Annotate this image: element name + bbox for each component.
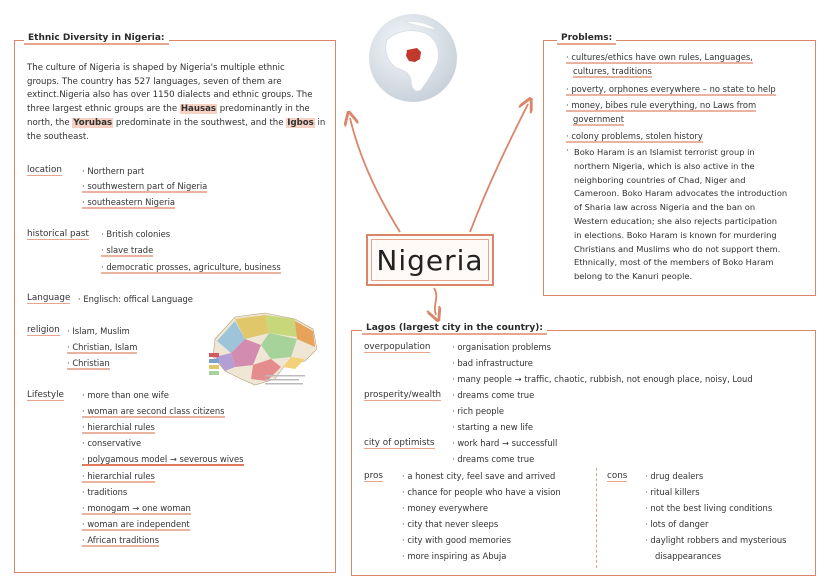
- lifestyle-item: · African traditions: [82, 535, 160, 545]
- pros-label: pros: [364, 471, 383, 481]
- problem-item-cont: government: [573, 114, 625, 124]
- optimists-label: city of optimists: [364, 438, 435, 448]
- overpop-item: · bad infrastructure: [452, 358, 533, 368]
- religion-item: · Christian, Islam: [67, 342, 138, 352]
- pros-item: · city that never sleeps: [402, 519, 499, 529]
- pros-cons-divider: [596, 468, 597, 568]
- history-item: · democratic prosses, agriculture, business: [101, 262, 281, 272]
- lifestyle-item: · woman are independent: [82, 519, 190, 529]
- arrow-to-problems: [470, 104, 528, 232]
- lifestyle-item: · polygamous model → severous wives: [82, 454, 244, 464]
- problem-item: · money, bibes rule everything, no Laws from: [566, 100, 757, 110]
- location-item: · Northern part: [82, 166, 145, 176]
- lifestyle-item: · more than one wife: [82, 390, 169, 400]
- lifestyle-item: · traditions: [82, 487, 128, 497]
- pros-item: · more inspiring as Abuja: [402, 551, 507, 561]
- globe-icon: [367, 12, 459, 104]
- lagos-title: Lagos (largest city in the country):: [362, 323, 547, 335]
- overpop-label: overpopulation: [364, 342, 431, 352]
- cons-item: · lots of danger: [645, 519, 709, 529]
- language-value: · Englisch: offical Language: [78, 294, 193, 304]
- problem-item: · cultures/ethics have own rules, Languages,: [566, 52, 753, 62]
- cons-item: · daylight robbers and mysterious: [645, 535, 787, 545]
- arrow-to-ethnic: [350, 118, 400, 232]
- lifestyle-item: · monogam → one woman: [82, 503, 191, 513]
- lifestyle-item: · woman are second class citizens: [82, 406, 225, 416]
- religion-label: religion: [27, 325, 60, 335]
- pros-item: · a honest city, feel save and arrived: [402, 471, 556, 481]
- arrow-to-lagos: [434, 288, 436, 315]
- history-item: · slave trade: [101, 245, 154, 255]
- optimists-item: · work hard → successfull: [452, 438, 558, 448]
- cons-item: · drug dealers: [645, 471, 704, 481]
- location-item: · southwestern part of Nigeria: [82, 181, 208, 191]
- problem-item: · colony problems, stolen history: [566, 131, 703, 141]
- history-label: historical past: [27, 229, 89, 239]
- location-label: location: [27, 165, 62, 175]
- prosperity-item: · starting a new life: [452, 422, 533, 432]
- history-item: · British colonies: [101, 229, 171, 239]
- prosperity-item: · rich people: [452, 406, 505, 416]
- ethnic-map-image: [205, 309, 323, 389]
- center-title: Nigeria: [366, 234, 494, 286]
- cons-label: cons: [607, 471, 628, 481]
- overpop-item: · organisation problems: [452, 342, 552, 352]
- location-item: · southeastern Nigeria: [82, 197, 176, 207]
- ethnic-paragraph: The culture of Nigeria is shaped by Nigeria's multiple ethnic groups. The country has 527 languages, seven of them are extinct.Nigeria also has over 1150 dialects and ethnic groups. The three largest ethnic groups are the Hausas predominantly in the north, the Yorubas predominate in the southwest, and the Igbos in the southeast.: [27, 63, 326, 142]
- overpop-item: · many people → traffic, chaotic, rubbish, not enough place, noisy, Loud: [452, 374, 753, 384]
- cons-item: · ritual killers: [645, 487, 700, 497]
- lifestyle-item: · conservative: [82, 438, 142, 448]
- ethnic-title: Ethnic Diversity in Nigeria:: [24, 33, 169, 45]
- problems-title: Problems:: [557, 33, 616, 45]
- language-label: Language: [27, 293, 71, 303]
- cons-item-cont: disappearances: [655, 551, 722, 561]
- cons-item: · not the best living conditions: [645, 503, 773, 513]
- pros-item: · city with good memories: [402, 535, 512, 545]
- lifestyle-item: · hierarchial rules: [82, 422, 155, 432]
- religion-item: · Islam, Muslim: [67, 326, 130, 336]
- boko-bullet: ·: [566, 146, 569, 156]
- prosperity-item: · dreams come true: [452, 390, 535, 400]
- optimists-item: · dreams come true: [452, 454, 535, 464]
- lifestyle-label: Lifestyle: [27, 390, 64, 400]
- pros-item: · chance for people who have a vision: [402, 487, 561, 497]
- religion-item: · Christian: [67, 358, 110, 368]
- lifestyle-item: · hierarchial rules: [82, 471, 155, 481]
- pros-item: · money everywhere: [402, 503, 489, 513]
- problem-item: · poverty, orphones everywhere – no state to help: [566, 84, 776, 94]
- boko-haram-paragraph: Boko Haram is an Islamist terrorist group in northern Nigeria, which is also active in the neighboring countries of Chad, Niger and Cameroon. Boko Haram advocates the introduction of Sharia law across Nigeria and the ban on Western education; she also rejects participation in elections. Boko Haram is known for murdering Christians and Muslims who do not support them. Ethnically, most of the members of Boko Haram belong to the Kanuri people.: [574, 147, 788, 282]
- prosperity-label: prosperity/wealth: [364, 390, 442, 400]
- problem-item-cont: cultures, traditions: [573, 66, 652, 76]
